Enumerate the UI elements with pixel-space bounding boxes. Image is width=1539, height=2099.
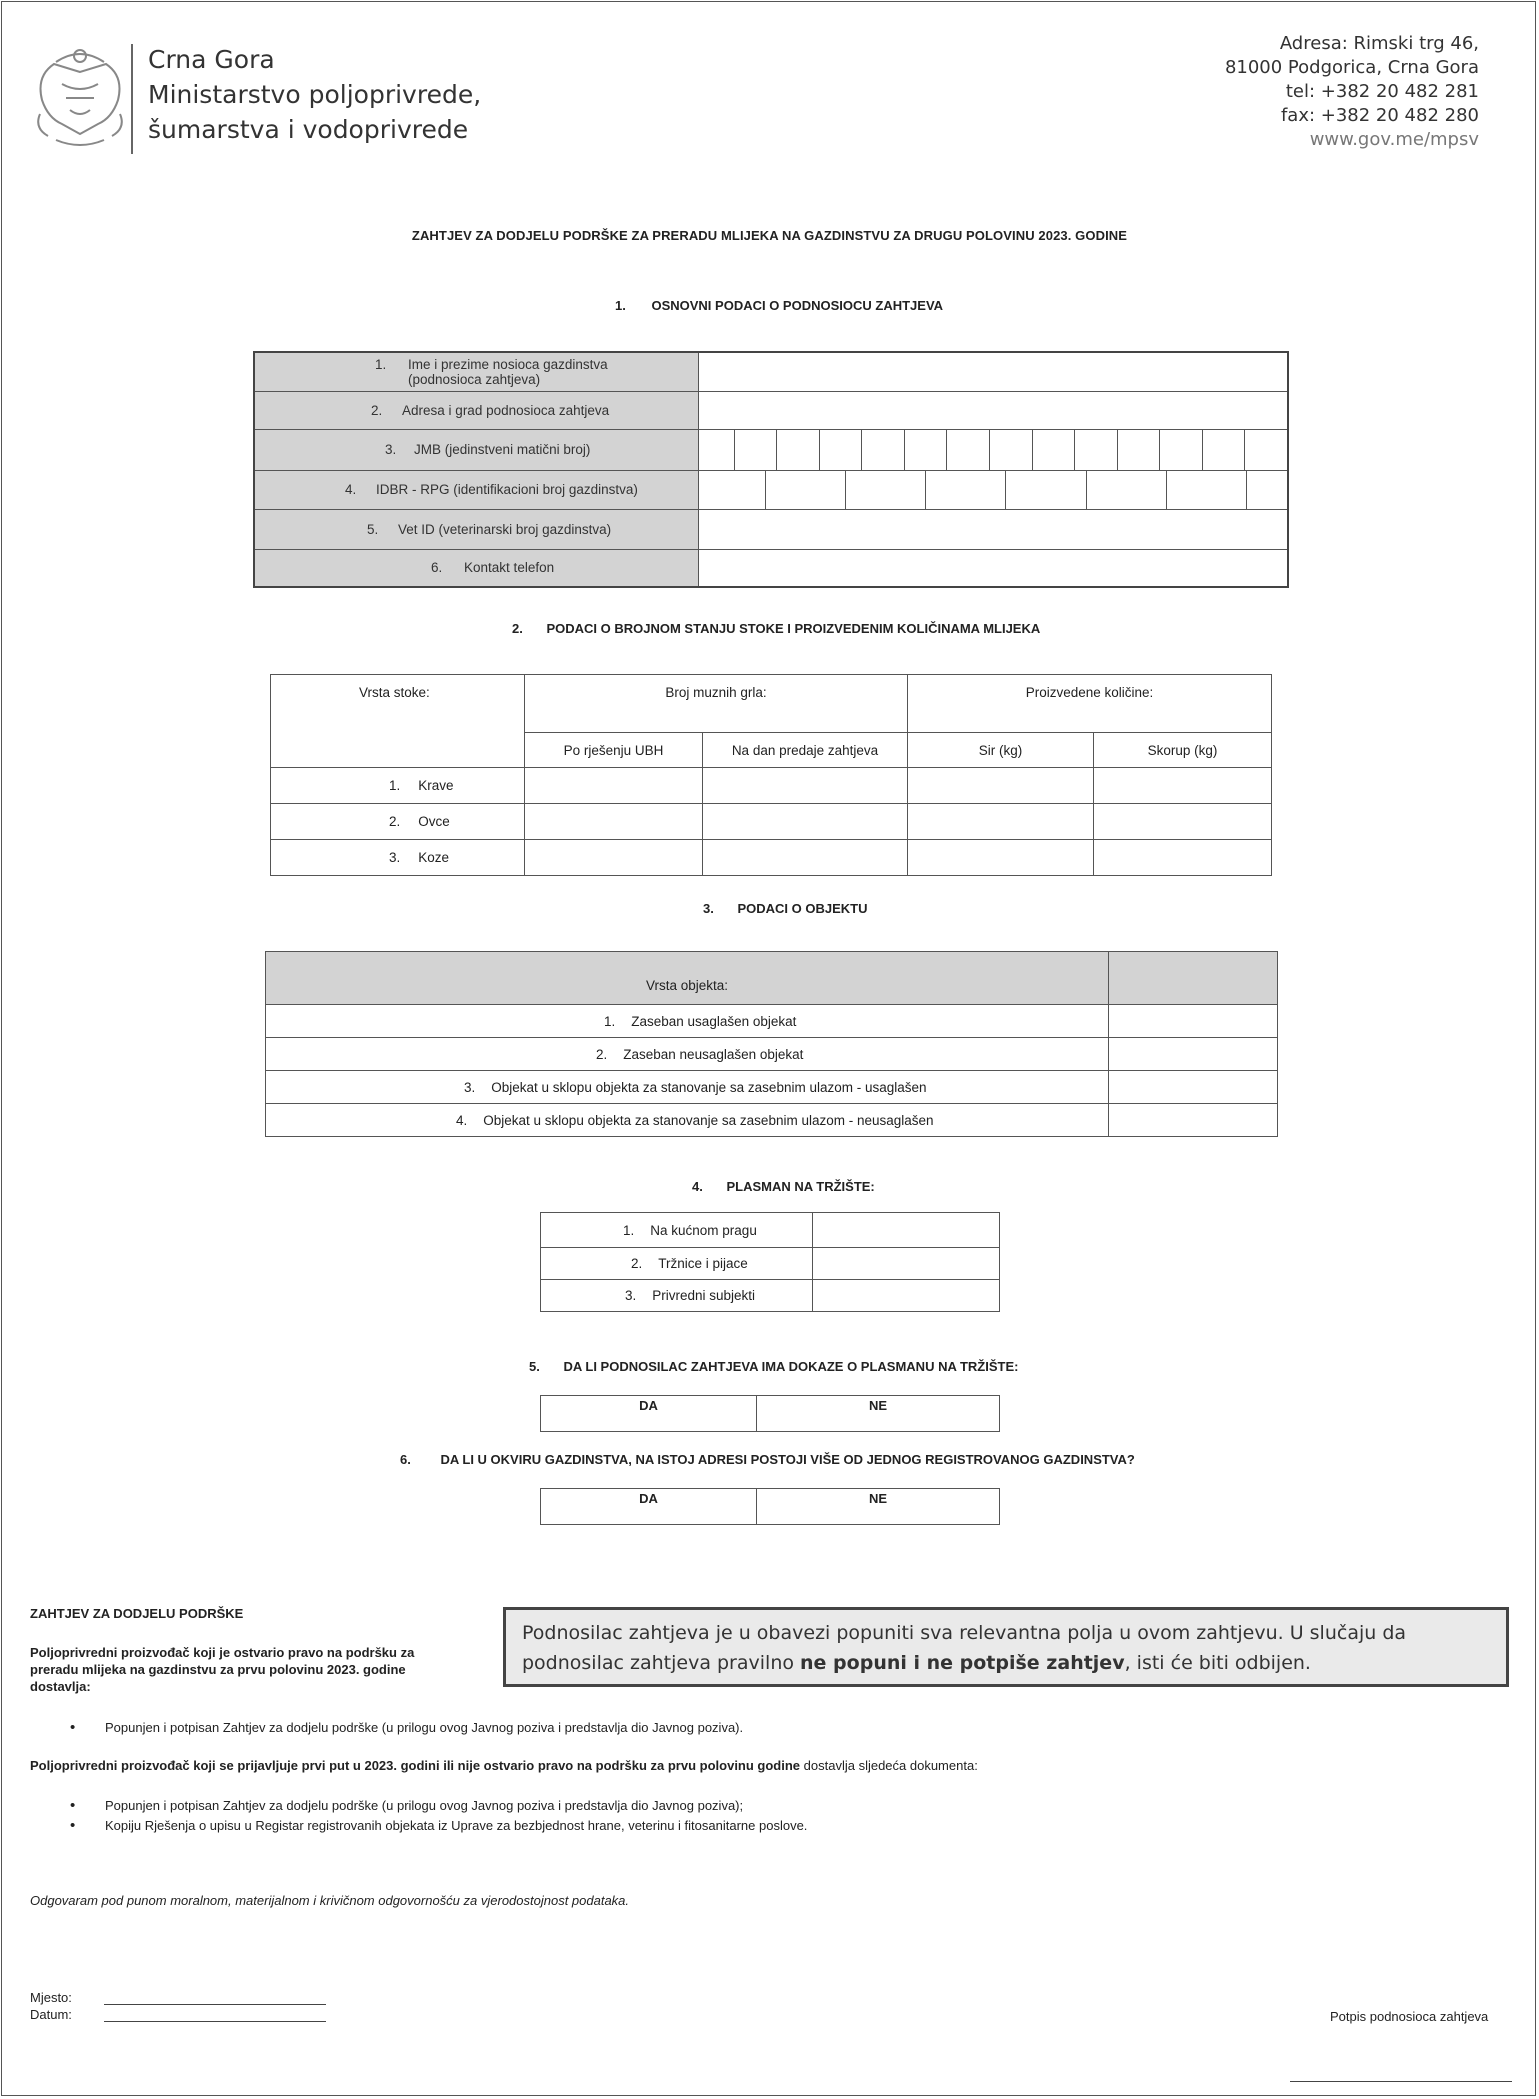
bullet-list-2 (30, 1796, 1510, 1836)
sheep-ubh-cell[interactable] (525, 804, 703, 840)
row-text: Adresa i grad podnosioca zahtjeva (402, 402, 610, 418)
table-row (254, 429, 1288, 470)
row-text: Krave (418, 778, 454, 793)
table-row (254, 352, 1288, 391)
cows-cream-cell[interactable] (1094, 768, 1272, 804)
section-3-number: 3. (703, 901, 714, 916)
notice-text-end: , isti će biti odbijen. (1124, 1652, 1311, 1674)
idbr-digit-boxes[interactable] (765, 471, 1248, 509)
section-4-number: 4. (692, 1179, 703, 1194)
market-placement-table (540, 1212, 1000, 1312)
goats-ubh-cell[interactable] (525, 840, 703, 876)
paragraph-2-rest: dostavlja sljedeća dokumenta: (800, 1758, 978, 1773)
section-4-title: PLASMAN NA TRŽIŠTE: (726, 1179, 875, 1194)
market-evidence-table (540, 1395, 1000, 1432)
table-row (541, 1489, 1000, 1525)
idbr-input-cell[interactable] (698, 470, 1288, 509)
jmb-digit-boxes[interactable] (734, 430, 1288, 470)
row-label (266, 1104, 1109, 1137)
list-item: • Kopiju Rješenja o upisu u Registar registrovanih objekata iz Uprave za bezbjednost hrane, veterinu i fitosanitarne poslove. (30, 1816, 1510, 1836)
facility-4-mark-cell[interactable] (1109, 1104, 1278, 1137)
row-text: Objekat u sklopu objekta za stanovanje sa zasebnim ulazom - usaglašen (491, 1079, 927, 1095)
row-text: Vet ID (veterinarski broj gazdinstva) (398, 521, 612, 537)
row-number: 1. (623, 1222, 635, 1238)
address-input-cell[interactable] (698, 391, 1288, 429)
row-text: Koze (418, 850, 450, 865)
table-row (266, 1104, 1278, 1137)
ministry-line-1: Ministarstvo poljoprivrede, (148, 80, 482, 109)
row-number: 3. (385, 442, 397, 457)
placement-3-mark-cell[interactable] (813, 1280, 1000, 1312)
table-row (541, 1248, 1000, 1280)
paragraph-2-bold: Poljoprivredni proizvođač koji se prijavljuje prvi put u 2023. godini ili nije ostvario pravo na podršku za prvu polovinu godine (30, 1758, 801, 1773)
row-label (266, 1038, 1109, 1071)
cream-column-header: Skorup (kg) (1094, 733, 1272, 768)
signature-label: Potpis podnosioca zahtjeva (1330, 2009, 1489, 2024)
row-number: 4. (456, 1112, 468, 1128)
yes-option[interactable]: DA (541, 1396, 757, 1432)
section-6-heading (400, 1452, 1135, 1467)
row-number: 2. (389, 814, 401, 829)
row-text: Zaseban neusaglašen objekat (623, 1046, 804, 1062)
section-5-heading (529, 1359, 1018, 1374)
row-label (271, 840, 525, 876)
address-line-2: 81000 Podgorica, Crna Gora (1224, 57, 1479, 78)
section-3-heading (703, 901, 867, 916)
row-text: Objekat u sklopu objekta za stanovanje sa zasebnim ulazom - neusaglašen (483, 1112, 934, 1128)
table-row (541, 1396, 1000, 1432)
cheese-column-header: Sir (kg) (908, 733, 1094, 768)
footer-paragraph-2 (30, 1758, 1510, 1773)
row-text: Zaseban usaglašen objekat (631, 1013, 797, 1029)
table-row (266, 1038, 1278, 1071)
row-text: Na kućnom pragu (650, 1222, 757, 1238)
no-option[interactable]: NE (757, 1396, 1000, 1432)
row-number: 3. (625, 1288, 637, 1303)
vet-id-input-cell[interactable] (698, 509, 1288, 549)
ministry-line-2: šumarstva i vodoprivrede (148, 115, 469, 144)
row-label (541, 1213, 813, 1248)
cows-day-cell[interactable] (703, 768, 908, 804)
notice-text: Podnosilac zahtjeva je u obavezi popuniti sva relevantna polja u ovom zahtjevu. U slučaju da podnosilac zahtjeva pravilno (522, 1622, 1407, 1674)
row-number: 1. (604, 1013, 616, 1029)
table-row (266, 952, 1278, 1005)
organization-block (148, 42, 481, 147)
row-label (254, 509, 698, 549)
section-5-number: 5. (529, 1359, 540, 1374)
milking-count-header: Broj muznih grla: (525, 675, 908, 733)
goats-day-cell[interactable] (703, 840, 908, 876)
sheep-cream-cell[interactable] (1094, 804, 1272, 840)
row-number: 2. (371, 402, 383, 418)
row-label (541, 1248, 813, 1280)
row-number: 2. (631, 1256, 643, 1271)
row-label (254, 470, 698, 509)
livestock-type-header: Vrsta stoke: (271, 675, 525, 768)
table-row (271, 675, 1272, 733)
website-link[interactable]: www.gov.me/mpsv (1309, 129, 1479, 150)
sheep-cheese-cell[interactable] (908, 804, 1094, 840)
facility-mark-header (1109, 952, 1278, 1005)
table-row (266, 1071, 1278, 1104)
goats-cheese-cell[interactable] (908, 840, 1094, 876)
row-text: Privredni subjekti (652, 1288, 756, 1303)
phone-input-cell[interactable] (698, 549, 1288, 587)
address-block (1225, 32, 1479, 152)
footer-subtitle: ZAHTJEV ZA DODJELU PODRŠKE (30, 1606, 244, 1621)
row-text: Ime i prezime nosioca gazdinstva (podnosioca zahtjeva) (408, 356, 608, 387)
section-5-title: DA LI PODNOSILAC ZAHTJEVA IMA DOKAZE O PLASMANU NA TRŽIŠTE: (563, 1359, 1019, 1374)
section-4-heading (692, 1179, 875, 1194)
fax: fax: +382 20 482 280 (1280, 105, 1479, 126)
sheep-day-cell[interactable] (703, 804, 908, 840)
row-number: 4. (345, 482, 357, 497)
row-number: 1. (375, 356, 387, 372)
row-label (271, 768, 525, 804)
table-row (254, 391, 1288, 429)
place-label: Mjesto: (30, 1990, 72, 2005)
row-number: 3. (389, 850, 401, 865)
row-label (271, 804, 525, 840)
footer-paragraph-1: Poljoprivredni proizvođač koji je ostvario pravo na podršku za preradu mlijeka na gazdinstvu za prvu polovinu 2023. godine dostavlja: (30, 1645, 415, 1694)
facility-1-mark-cell[interactable] (1109, 1005, 1278, 1038)
row-label (541, 1280, 813, 1312)
goats-cream-cell[interactable] (1094, 840, 1272, 876)
row-number: 5. (367, 521, 379, 537)
table-row (254, 509, 1288, 549)
header-divider (131, 44, 133, 154)
row-text: IDBR - RPG (identifikacioni broj gazdinstva) (376, 482, 638, 497)
section-1-number: 1. (615, 298, 626, 313)
section-6-number: 6. (400, 1452, 411, 1467)
row-label (254, 549, 698, 587)
country-name: Crna Gora (148, 45, 275, 74)
cows-cheese-cell[interactable] (908, 768, 1094, 804)
list-item: • Popunjen i potpisan Zahtjev za dodjelu podrške (u prilogu ovog Javnog poziva i predstavlja dio Javnog poziva). (30, 1718, 1510, 1738)
notice-box (503, 1607, 1509, 1687)
row-label (254, 429, 698, 470)
form-title: ZAHTJEV ZA DODJELU PODRŠKE ZA PRERADU MLIJEKA NA GAZDINSTVU ZA DRUGU POLOVINU 2023. GODINE (411, 228, 1128, 243)
section-2-number: 2. (512, 621, 523, 636)
declaration-text: Odgovaram pod punom moralnom, materijalnom i krivičnom odgovornošću za vjerodostojnost podataka. (30, 1893, 630, 1908)
coat-of-arms-icon (26, 44, 134, 148)
address-line-1: Adresa: Rimski trg 46, (1279, 33, 1479, 54)
table-row (271, 840, 1272, 876)
table-row (541, 1213, 1000, 1248)
row-text: Ovce (418, 814, 450, 829)
table-row (271, 804, 1272, 840)
row-label (266, 1005, 1109, 1038)
name-input-cell[interactable] (698, 352, 1288, 391)
row-number: 3. (464, 1079, 476, 1095)
jmb-input-cell[interactable] (698, 429, 1288, 470)
multiple-holdings-table (540, 1488, 1000, 1525)
section-2-title: PODACI O BROJNOM STANJU STOKE I PROIZVEDENIM KOLIČINAMA MLIJEKA (546, 621, 1041, 636)
notice-bold-text: ne popuni i ne potpiše zahtjev (800, 1652, 1125, 1674)
facility-2-mark-cell[interactable] (1109, 1038, 1278, 1071)
table-row (271, 768, 1272, 804)
placement-1-mark-cell[interactable] (813, 1213, 1000, 1248)
row-number: 6. (431, 560, 443, 576)
section-3-title: PODACI O OBJEKTU (737, 901, 868, 916)
signature-line[interactable] (1290, 2080, 1512, 2082)
row-label (266, 1071, 1109, 1104)
table-row (254, 549, 1288, 587)
facility-type-header: Vrsta objekta: (266, 952, 1109, 1005)
section-2-heading (512, 621, 1040, 636)
table-row (254, 470, 1288, 509)
facility-3-mark-cell[interactable] (1109, 1071, 1278, 1104)
section-1-heading (615, 298, 943, 313)
bullet-list-1 (30, 1718, 1510, 1738)
section-1-title: OSNOVNI PODACI O PODNOSIOCU ZAHTJEVA (651, 298, 944, 313)
row-label (254, 391, 698, 429)
row-text: JMB (jedinstveni matični broj) (414, 442, 591, 457)
ubh-column-header: Po rješenju UBH (525, 733, 703, 768)
date-label: Datum: (30, 2007, 72, 2022)
row-label (254, 352, 698, 391)
row-number: 2. (596, 1046, 608, 1062)
row-text: Tržnice i pijace (658, 1256, 748, 1271)
facility-table (265, 951, 1278, 1137)
no-option[interactable]: NE (757, 1489, 1000, 1525)
cows-ubh-cell[interactable] (525, 768, 703, 804)
table-row (541, 1280, 1000, 1312)
date-input-line[interactable] (104, 2020, 326, 2022)
section-6-title: DA LI U OKVIRU GAZDINSTVA, NA ISTOJ ADRESI POSTOJI VIŠE OD JEDNOG REGISTROVANOG GAZDINSTVA? (440, 1452, 1135, 1467)
livestock-table (270, 674, 1272, 876)
yes-option[interactable]: DA (541, 1489, 757, 1525)
row-text: Kontakt telefon (464, 560, 555, 576)
applicant-info-table (253, 351, 1289, 588)
submission-day-column-header: Na dan predaje zahtjeva (703, 733, 908, 768)
row-number: 1. (389, 778, 401, 793)
place-input-line[interactable] (104, 2003, 326, 2005)
list-item: • Popunjen i potpisan Zahtjev za dodjelu podrške (u prilogu ovog Javnog poziva i predstavlja dio Javnog poziva); (30, 1796, 1510, 1816)
telephone: tel: +382 20 482 281 (1285, 81, 1479, 102)
table-row (266, 1005, 1278, 1038)
placement-2-mark-cell[interactable] (813, 1248, 1000, 1280)
produced-quantity-header: Proizvedene količine: (908, 675, 1272, 733)
